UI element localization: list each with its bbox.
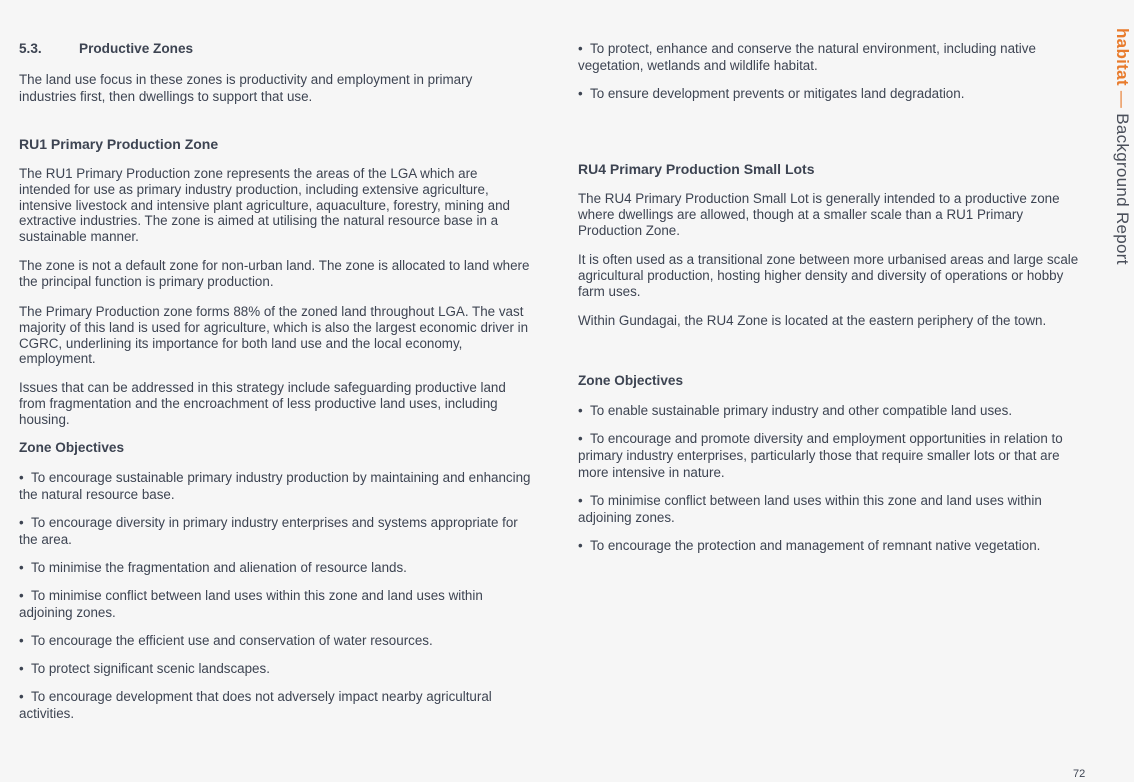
- ru1-paragraph-1: The RU1 Primary Production zone represents the areas of the LGA which are intended for use as primary industry production, including extensive agriculture, intensive livestock and intensive plant agriculture, aquaculture, forestry, mining and extractive industries. The zone is aimed at utilising the natural resource base in a sustainable manner.: [19, 166, 511, 245]
- side-title: [1112, 28, 1132, 265]
- brand-logo-text: habitat: [1113, 28, 1132, 86]
- ru1-objective: • To encourage sustainable primary industry production by maintaining and enhancing the natural resource base.: [19, 470, 531, 502]
- section-number: 5.3.: [19, 41, 42, 56]
- report-subtitle: Background Report: [1113, 113, 1132, 265]
- ru4-objective: • To minimise conflict between land uses within this zone and land uses within adjoining zones.: [578, 493, 1042, 525]
- section-heading: [19, 41, 193, 56]
- ru4-objectives-title: Zone Objectives: [578, 373, 684, 388]
- ru1-zone-title: RU1 Primary Production Zone: [19, 136, 219, 152]
- ru1-paragraph-2: The zone is not a default zone for non-urban land. The zone is allocated to land where the principal function is primary production.: [19, 258, 530, 289]
- title-dash: —: [1113, 90, 1132, 109]
- ru4-objective: • To encourage the protection and management of remnant native vegetation.: [578, 538, 1041, 553]
- ru1-paragraph-3: The Primary Production zone forms 88% of the zoned land throughout LGA. The vast majority of this land is used for agriculture, which is also the largest economic driver in CGRC, underlining its importance for both land use and the local economy, employment.: [19, 304, 529, 367]
- ru1-objective: • To encourage the efficient use and conservation of water resources.: [19, 633, 433, 648]
- ru4-objective: • To enable sustainable primary industry and other compatible land uses.: [578, 403, 1013, 418]
- section-title: Productive Zones: [79, 41, 194, 56]
- ru1-objective: • To encourage development that does not adversely impact nearby agricultural activities.: [19, 689, 492, 721]
- ru4-paragraph-2: It is often used as a transitional zone between more urbanised areas and large scale agricultural production, hosting higher density and diversity of operations or hobby farm uses.: [578, 252, 1079, 299]
- ru1-objectives-title: Zone Objectives: [19, 440, 125, 455]
- ru1-objective: • To protect significant scenic landscapes.: [19, 661, 270, 676]
- ru4-objective: • To encourage and promote diversity and employment opportunities in relation to primary industry enterprises, particularly those that require smaller lots or that are more intensive in nature.: [578, 431, 1063, 480]
- ru1-objective: • To encourage diversity in primary industry enterprises and systems appropriate for the area.: [19, 515, 518, 547]
- ru4-zone-title: RU4 Primary Production Small Lots: [578, 161, 815, 177]
- page-number: 72: [1073, 768, 1086, 780]
- ru1-objective: • To minimise the fragmentation and alienation of resource lands.: [19, 560, 407, 575]
- continued-objective: • To ensure development prevents or mitigates land degradation.: [578, 86, 965, 101]
- section-intro: The land use focus in these zones is productivity and employment in primary industries first, then dwellings to support that use.: [19, 72, 473, 104]
- ru4-paragraph-3: Within Gundagai, the RU4 Zone is located at the eastern periphery of the town.: [578, 313, 1047, 328]
- ru1-objective: • To minimise conflict between land uses within this zone and land uses within adjoining zones.: [19, 588, 483, 620]
- ru4-paragraph-1: The RU4 Primary Production Small Lot is generally intended to a productive zone where dwellings are allowed, though at a smaller scale than a RU1 Primary Production Zone.: [578, 191, 1060, 238]
- ru1-paragraph-4: Issues that can be addressed in this strategy include safeguarding productive land from fragmentation and the encroachment of less productive land uses, including housing.: [19, 380, 506, 427]
- continued-objective: • To protect, enhance and conserve the natural environment, including native vegetation, wetlands and wildlife habitat.: [578, 41, 1036, 73]
